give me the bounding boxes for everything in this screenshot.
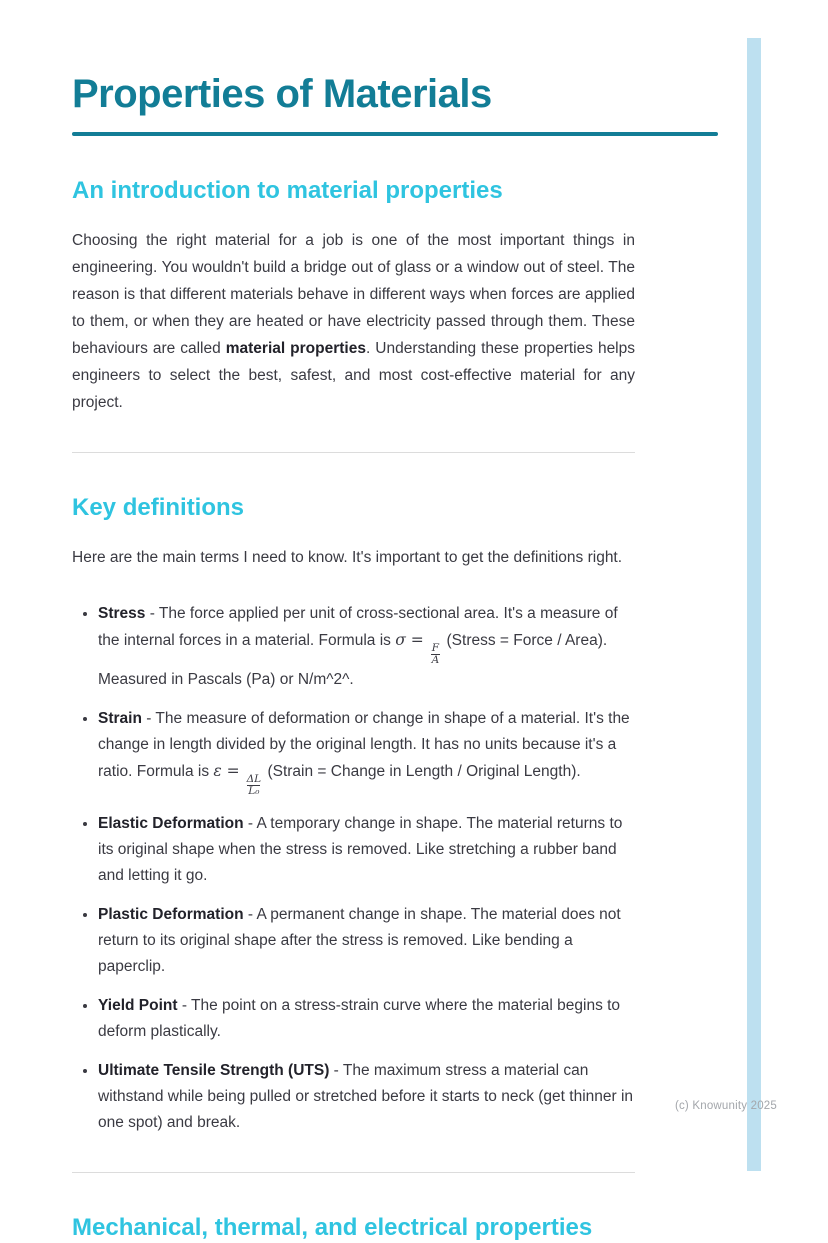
- definition-item-elastic-deformation: [98, 811, 635, 889]
- fraction: [247, 774, 262, 798]
- definition-text: - The maximum stress a material can withstand while being pulled or stretched before it starts to neck (get thinner in one spot) and break.: [98, 1061, 634, 1131]
- section-heading-intro: An introduction to material properties: [72, 177, 503, 204]
- fraction-numerator: F: [431, 641, 440, 654]
- paragraph-text: Choosing the right material for a job is one of the most important things in engineering. You wouldn't build a bridge out of glass or a window out of steel. The reason is that different materials behave in different ways when forces are applied to them, or when they are heated or have electricity passed through them. These behaviours are called: [72, 232, 635, 357]
- formula-lhs: ε =: [213, 761, 245, 780]
- term-label: Stress: [98, 605, 146, 622]
- divider: [72, 1172, 635, 1173]
- definition-text: - The measure of deformation or change in shape of a material. It's the change in length divided by the original length. It has no units because it's a ratio. Formula is: [98, 709, 630, 780]
- bold-term-material-properties: material properties: [225, 340, 366, 357]
- fraction: [431, 643, 441, 667]
- title-rule: [72, 132, 718, 136]
- strain-formula: [213, 761, 263, 798]
- term-label: Ultimate Tensile Strength (UTS): [98, 1061, 330, 1079]
- definition-text: (Stress = Force / Area). Measured in Pascals (Pa) or N/m^2^.: [98, 632, 608, 688]
- document-content: [72, 0, 718, 1243]
- definition-item-strain: [98, 706, 635, 798]
- definition-text: - The force applied per unit of cross-sectional area. It's a measure of the internal forces in a material. Formula is: [98, 605, 618, 649]
- section-intro: [72, 176, 718, 416]
- term-label: Yield Point: [98, 996, 178, 1014]
- section-mechanical: [72, 1213, 718, 1243]
- intro-paragraph: [72, 227, 635, 416]
- term-label: Strain: [98, 709, 142, 727]
- divider: [72, 452, 635, 453]
- definition-item-stress: [98, 601, 635, 693]
- page-title: Properties of Materials: [72, 72, 492, 116]
- definition-item-plastic-deformation: [98, 902, 635, 980]
- term-label: Plastic Deformation: [98, 905, 244, 923]
- section-heading-mechanical: Mechanical, thermal, and electrical properties: [72, 1213, 593, 1241]
- definition-text: - The point on a stress-strain curve where the material begins to deform plastically.: [98, 996, 621, 1040]
- fraction-numerator: ΔL: [246, 772, 262, 785]
- definition-item-yield-point: [98, 993, 635, 1045]
- fraction-denominator: L₀: [248, 785, 260, 798]
- term-label: Elastic Deformation: [98, 814, 244, 832]
- right-accent-bar: [747, 38, 761, 1171]
- formula-lhs: σ =: [395, 631, 429, 649]
- definitions-list: [72, 601, 635, 1136]
- stress-formula: [395, 631, 442, 667]
- definition-text: - A temporary change in shape. The material returns to its original shape when the stress is removed. Like stretching a rubber band and letting it go.: [98, 814, 623, 884]
- definitions-paragraph: Here are the main terms I need to know. It's important to get the definitions right.: [72, 549, 623, 566]
- fraction-denominator: A: [431, 654, 440, 667]
- definition-text: (Strain = Change in Length / Original Length).: [263, 762, 581, 780]
- paragraph-text: . Understanding these properties helps engineers to select the best, safest, and most cost-effective material for any project.: [72, 340, 635, 411]
- watermark: (c) Knowunity 2025: [674, 1100, 777, 1112]
- definition-text: - A permanent change in shape. The material does not return to its original shape after the stress is removed. Like bending a paperclip.: [98, 905, 621, 975]
- definition-item-uts: [98, 1058, 635, 1136]
- section-heading-definitions: Key definitions: [72, 494, 245, 521]
- section-definitions: [72, 493, 718, 1136]
